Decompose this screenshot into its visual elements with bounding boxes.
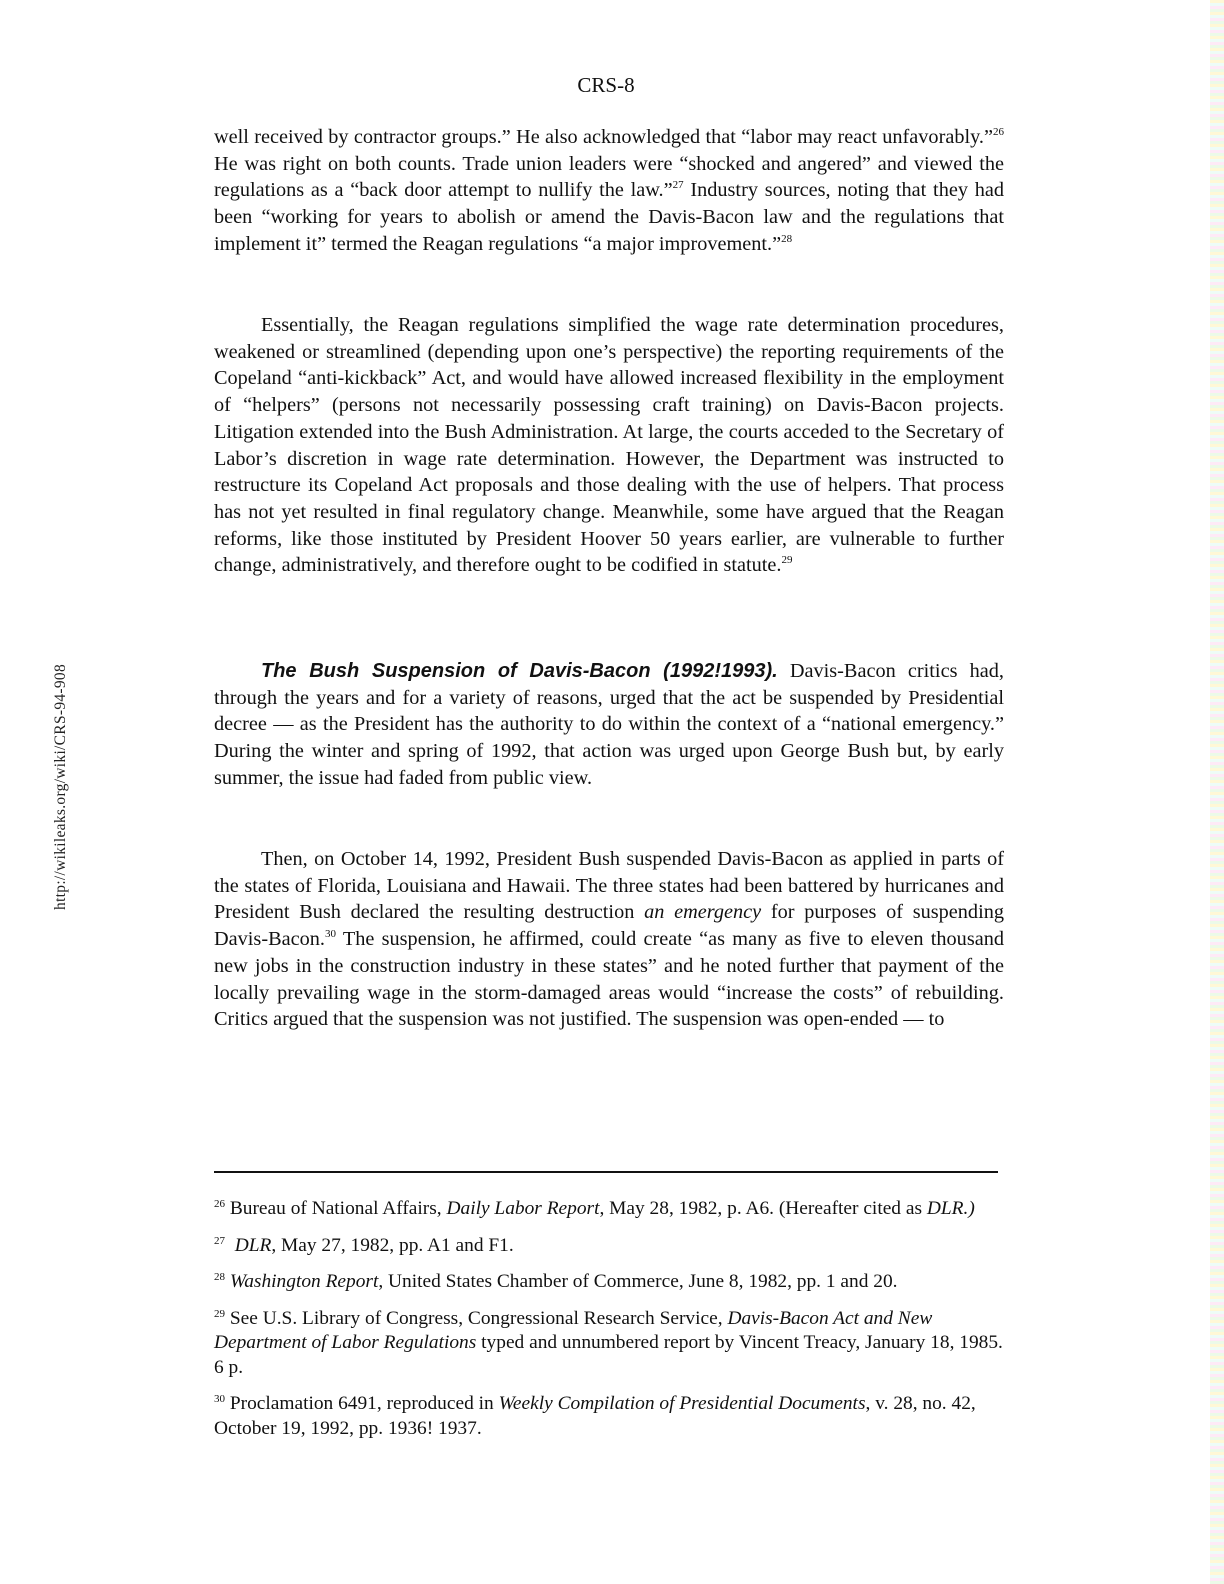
paragraph-1 — [214, 124, 1004, 258]
paragraph-text: The suspension, he affirmed, could create “as many as five to eleven thousand new jobs in the construction industry in these states” and he noted further that payment of the locally prevailing wage in the storm-damaged areas would “increase the costs” of rebuilding. Critics argued that the suspension was not justified. The suspension was open-ended — to — [214, 928, 1004, 1031]
footnote-text: typed and unnumbered report by Vincent Treacy, January 18, 1985. 6 p. — [214, 1332, 1003, 1378]
footnote-text: , May 28, 1982, p. A6. (Hereafter cited as — [599, 1198, 927, 1219]
body-text — [214, 312, 1004, 579]
source-url-watermark: http://wikileaks.org/wiki/CRS-94-908 — [52, 663, 69, 910]
paragraph-text: Davis-Bacon critics had, through the years and for a variety of reasons, urged that the act be suspended by Presidential decree — as the President has the authority to do within the context of a “national emergency.” During the winter and spring of 1992, that action was urged upon George Bush but, by early summer, the issue had faded from public view. — [214, 660, 1004, 789]
footnote-30 — [214, 1392, 1004, 1441]
footnote-title: Davis-Bacon Act and New Department of Labor Regulations — [214, 1307, 933, 1353]
footnote-text: Proclamation 6491, reproduced in — [225, 1393, 499, 1414]
footnote-number: 30 — [214, 1393, 225, 1405]
paragraph-3 — [214, 658, 1004, 792]
footnote-title: Washington Report — [229, 1271, 379, 1292]
body-text — [214, 846, 1004, 1033]
footnote-title: Weekly Compilation of Presidential Documents — [498, 1393, 866, 1414]
body-text — [214, 124, 1004, 258]
paragraph-4 — [214, 846, 1004, 1033]
body-text — [214, 658, 1004, 792]
footnote-number: 26 — [214, 1198, 225, 1210]
footnote-28 — [214, 1270, 1004, 1295]
footnote-ref-28[interactable]: 28 — [781, 232, 793, 245]
paragraph-text: He was right on both counts. Trade union leaders were “shocked and angered” and viewed the regulations as a “back door attempt to nullify the law.” — [214, 152, 1004, 202]
footnote-ref-30[interactable]: 30 — [324, 928, 336, 941]
paragraph-text: for purposes of suspending Davis-Bacon. — [214, 901, 1004, 951]
footnote-text: , v. 28, no. 42, October 19, 1992, pp. 1936! 1937. — [214, 1393, 976, 1439]
footnote-text: Bureau of National Affairs, — [225, 1198, 447, 1219]
section-heading: The Bush Suspension of Davis-Bacon (1992!1993). — [261, 660, 778, 682]
paragraph-text: Essentially, the Reagan regulations simplified the wage rate determination procedures, weakened or streamlined (depending upon one’s perspective) the reporting requirements of the Copeland “anti-kickback” Act, and would have allowed increased flexibility in the employment of “helpers” (persons not necessarily possessing craft training) on Davis-Bacon projects. Litigation extended into the Bush Administration. At large, the courts acceded to the Secretary of Labor’s discretion in wage rate determination. However, the Department was instructed to restructure its Copeland Act proposals and those dealing with the use of helpers. That process has not yet resulted in final regulatory change. Meanwhile, some have argued that the Reagan reforms, like those instituted by President Hoover 50 years earlier, are vulnerable to further change, administratively, and therefore ought to be codified in statute. — [214, 314, 1004, 577]
paragraph-text: Then, on October 14, 1992, President Bush suspended Davis-Bacon as applied in parts of the states of Florida, Louisiana and Hawaii. The three states had been battered by hurricanes and President Bush declared the resulting destruction — [214, 848, 1004, 924]
footnote-text: , May 27, 1982, pp. A1 and F1. — [271, 1234, 514, 1256]
emphasis-text: an emergency — [644, 901, 762, 924]
paragraph-text: well received by contractor groups.” He also acknowledged that “labor may react unfavorably.” — [214, 126, 993, 148]
paragraph-2 — [214, 312, 1004, 579]
footnote-separator — [214, 1171, 998, 1173]
footnote-title: DLR.) — [926, 1198, 975, 1219]
footnote-number: 27 — [214, 1234, 225, 1247]
footnote-ref-27[interactable]: 27 — [672, 179, 684, 192]
footnote-26 — [214, 1197, 1004, 1222]
footnote-text: See U.S. Library of Congress, Congressional Research Service, — [225, 1307, 728, 1329]
footnote-number: 28 — [214, 1271, 225, 1283]
paragraph-text: Industry sources, noting that they had been “working for years to abolish or amend the Davis-Bacon law and the regulations that implement it” termed the Reagan regulations “a major improvement.” — [214, 179, 1004, 255]
footnote-ref-29[interactable]: 29 — [781, 554, 793, 567]
footnote-text — [225, 1235, 235, 1256]
footnote-ref-26[interactable]: 26 — [993, 126, 1004, 138]
page-header: CRS-8 — [577, 73, 635, 97]
footnote-title: Daily Labor Report — [446, 1198, 600, 1219]
footnotes — [214, 1197, 1004, 1453]
footnote-29 — [214, 1307, 1004, 1381]
footnote-title: DLR — [234, 1234, 272, 1256]
footnote-number: 29 — [214, 1307, 225, 1320]
footnote-text: , United States Chamber of Commerce, June 8, 1982, pp. 1 and 20. — [378, 1271, 898, 1292]
footnote-27 — [214, 1234, 1004, 1259]
scan-edge-artifact — [1210, 0, 1224, 1584]
